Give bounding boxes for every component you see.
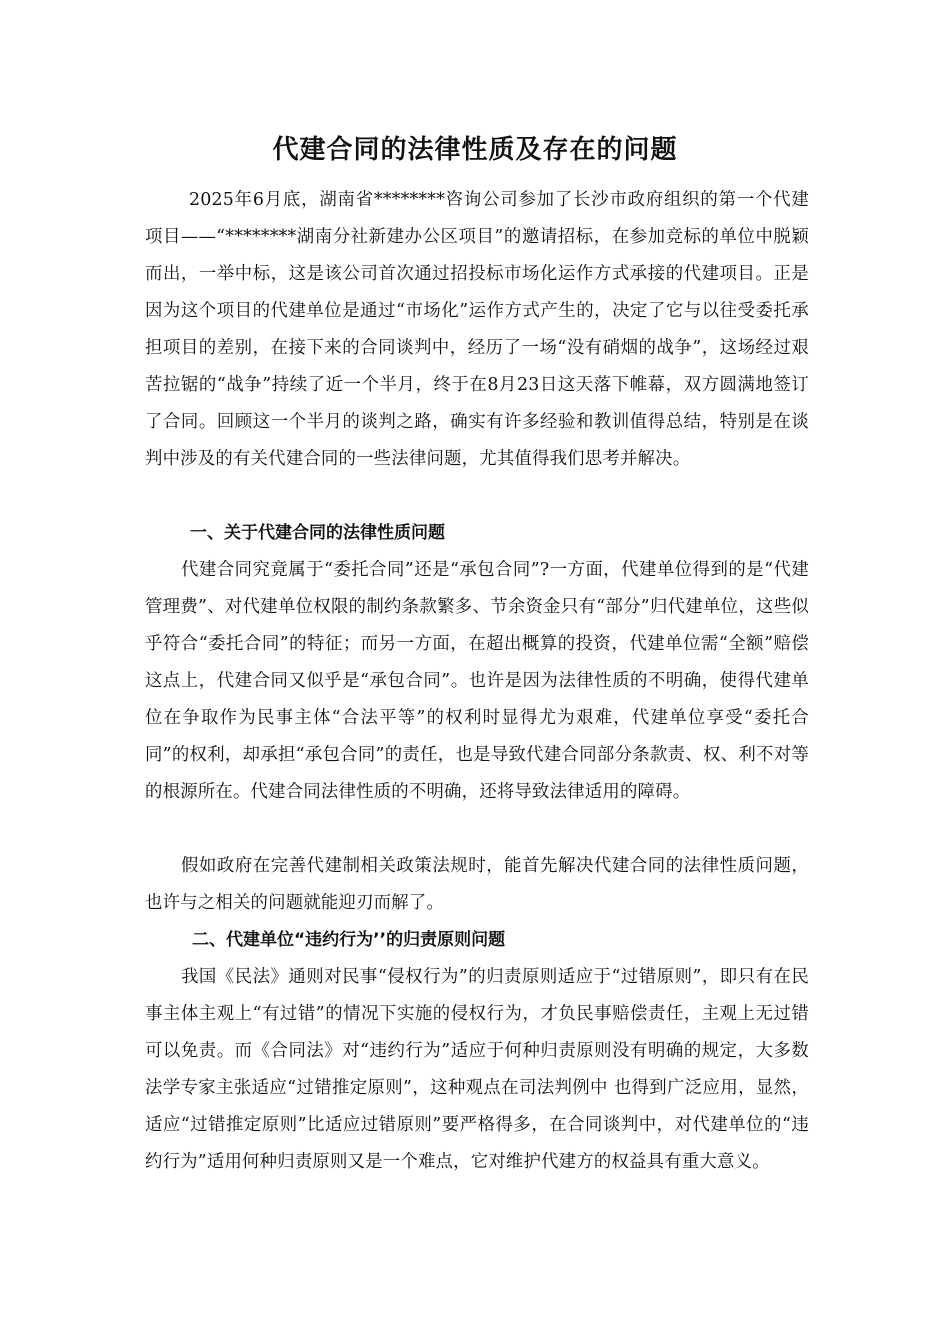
section-heading-2: 二、代建单位“违约行为’’的归责原则问题 <box>192 930 506 950</box>
paragraph-policy-suggestion: 假如政府在完善代建制相关政策法规时，能首先解决代建合同的法律性质问题，也许与之相关的问题就能迎刃而解了。 <box>145 856 809 913</box>
paragraph-intro: 2025年6月底，湖南省********咨询公司参加了长沙市政府组织的第一个代建项目——“********湖南分社新建办公区项目”的邀请招标，在参加竞标的单位中脱颖而出，一举中标，这是该公司首次通过招投标市场化运作方式承接的代建项目。正是因为这个项目的代建单位是通过“市场化”运作方式产生的，决定了它与以往受委托承担项目的差别，在接下来的合同谈判中，经历了一场“没有硝烟的战争”，这场经过艰苦拉锯的“战争”持续了近一个半月，终于在8月23日这天落下帷幕，双方圆满地签订了合同。回顾这一个半月的谈判之路，确实有许多经验和教训值得总结，特别是在谈判中涉及的有关代建合同的一些法律问题，尤其值得我们思考并解决。 <box>145 190 809 469</box>
paragraph-legal-nature: 代建合同究竟属于“委托合同”还是“承包合同”?一方面，代建单位得到的是“代建管理费”、对代建单位权限的制约条款繁多、节余资金只有“部分”归代建单位，这些似乎符合“委托合同”的特征；而另一方面，在超出概算的投资，代建单位需“全额”赔偿这点上，代建合同又似乎是“承包合同”。也许是因为法律性质的不明确，使得代建单位在争取作为民事主体“合法平等”的权利时显得尤为艰难，代建单位享受“委托合同”的权利，却承担“承包合同”的责任，也是导致代建合同部分条款责、权、利不对等的根源所在。代建合同法律性质的不明确，还将导致法律适用的障碍。 <box>145 560 809 802</box>
document-title: 代建合同的法律性质及存在的问题 <box>272 135 678 165</box>
paragraph-liability-principle: 我国《民法》通则对民事“侵权行为”的归责原则适应于“过错原则”，即只有在民事主体主观上“有过错”的情况下实施的侵权行为，才负民事赔偿责任，主观上无过错可以免责。而《合同法》对“违约行为”适应于何种归责原则没有明确的规定，大多数法学专家主张适应“过错推定原则”，这种观点在司法判例中 也得到广泛应用，显然，适应“过错推定原则”比适应过错原则”要严格得多，在合同谈判中，对代建单位的“违约行为”适用何种归责原则又是一个难点，它对维护代建方的权益具有重大意义。 <box>145 967 809 1172</box>
section-heading-1: 一、关于代建合同的法律性质问题 <box>190 523 445 543</box>
